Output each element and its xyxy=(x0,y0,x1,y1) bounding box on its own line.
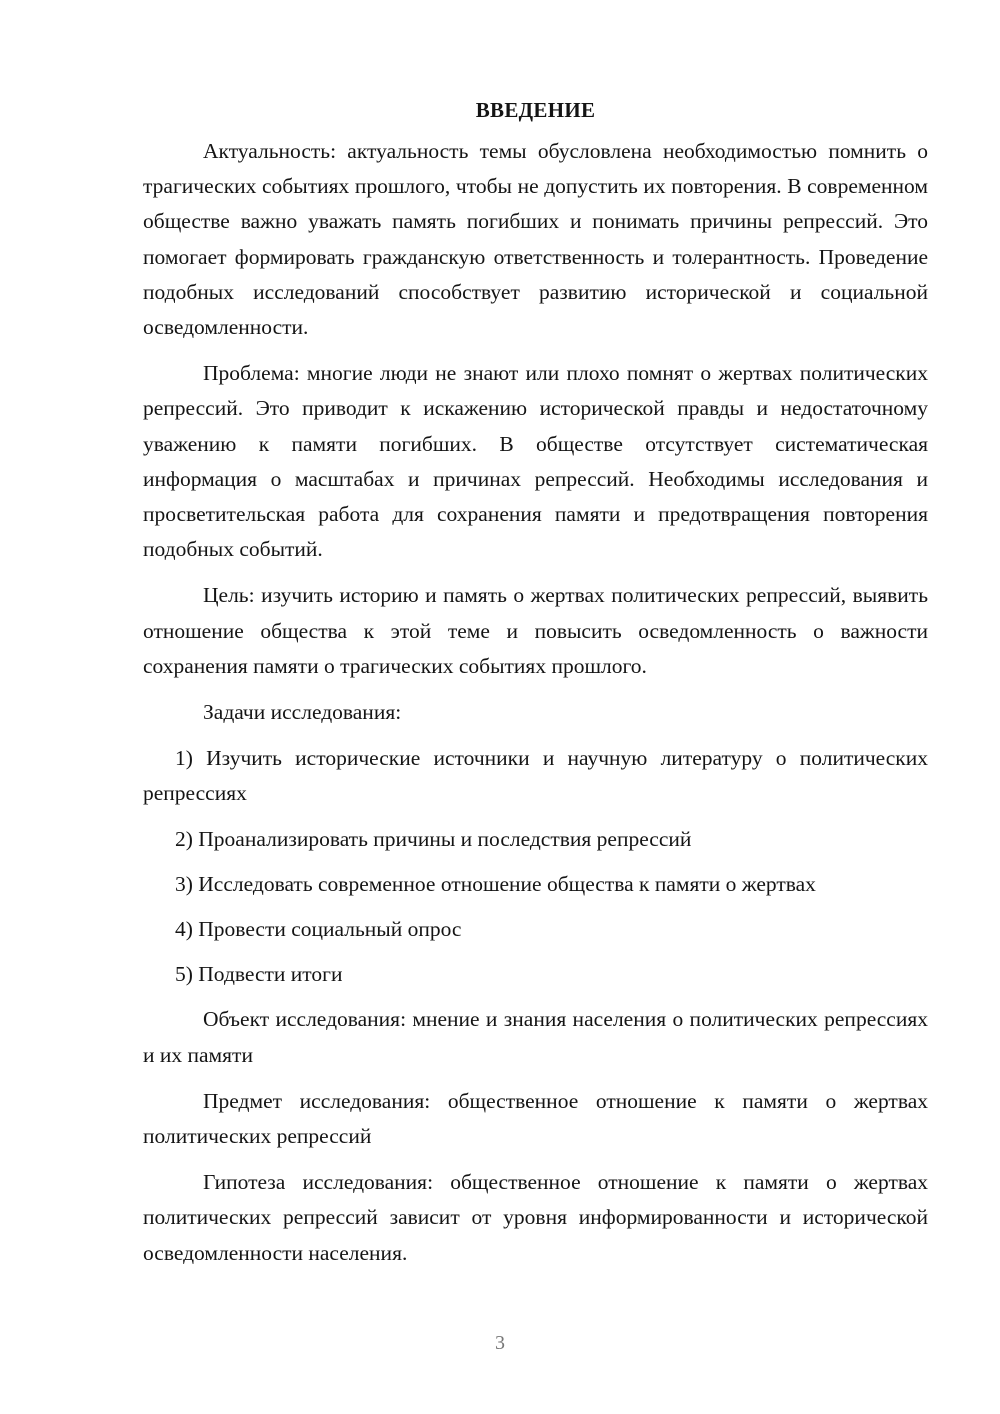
paragraph-problem: Проблема: многие люди не знают или плохо помнят о жертвах политических репрессий. Это приводит к искажению исторической правды и недостаточному уважению к памяти погибших. В обществе отсутствует систематическая информация о масштабах и причинах репрессий. Необходимы исследования и просветительская работа для сохранения памяти и предотвращения повторения подобных событий. xyxy=(143,361,928,562)
paragraph-subject: Предмет исследования: общественное отношение к памяти о жертвах политических репрессий xyxy=(143,1088,928,1149)
paragraph-hypothesis: Гипотеза исследования: общественное отношение к памяти о жертвах политических репрессий зависит от уровня информированности и исторической осведомленности населения. xyxy=(143,1170,928,1265)
page-number: 3 xyxy=(495,1332,505,1354)
list-item-task-5: 5) Подвести итоги xyxy=(175,962,343,987)
list-item-task-4: 4) Провести социальный опрос xyxy=(175,917,462,942)
page-title: ВВЕДЕНИЕ xyxy=(475,98,596,122)
list-item-task-3: 3) Исследовать современное отношение общества к памяти о жертвах xyxy=(175,871,816,896)
document-page xyxy=(143,96,928,1282)
paragraph-goal: Цель: изучить историю и память о жертвах политических репрессий, выявить отношение общества к этой теме и повысить осведомленность о важности сохранения памяти о трагических событиях прошлого. xyxy=(143,583,928,678)
paragraph-relevance: Актуальность: актуальность темы обусловлена необходимостью помнить о трагических событиях прошлого, чтобы не допустить их повторения. В современном обществе важно уважать память погибших и понимать причины репрессий. Это помогает формировать гражданскую ответственность и толерантность. Проведение подобных исследований способствует развитию исторической и социальной осведомленности. xyxy=(143,139,928,340)
tasks-list xyxy=(143,741,928,992)
paragraph-tasks-title: Задачи исследования: xyxy=(203,700,402,725)
paragraph-object: Объект исследования: мнение и знания населения о политических репрессиях и их памяти xyxy=(143,1007,928,1067)
list-item-task-2: 2) Проанализировать причины и последствия репрессий xyxy=(175,826,692,851)
list-item-task-1: 1) Изучить исторические источники и научную литературу о политических репрессиях xyxy=(143,746,928,806)
